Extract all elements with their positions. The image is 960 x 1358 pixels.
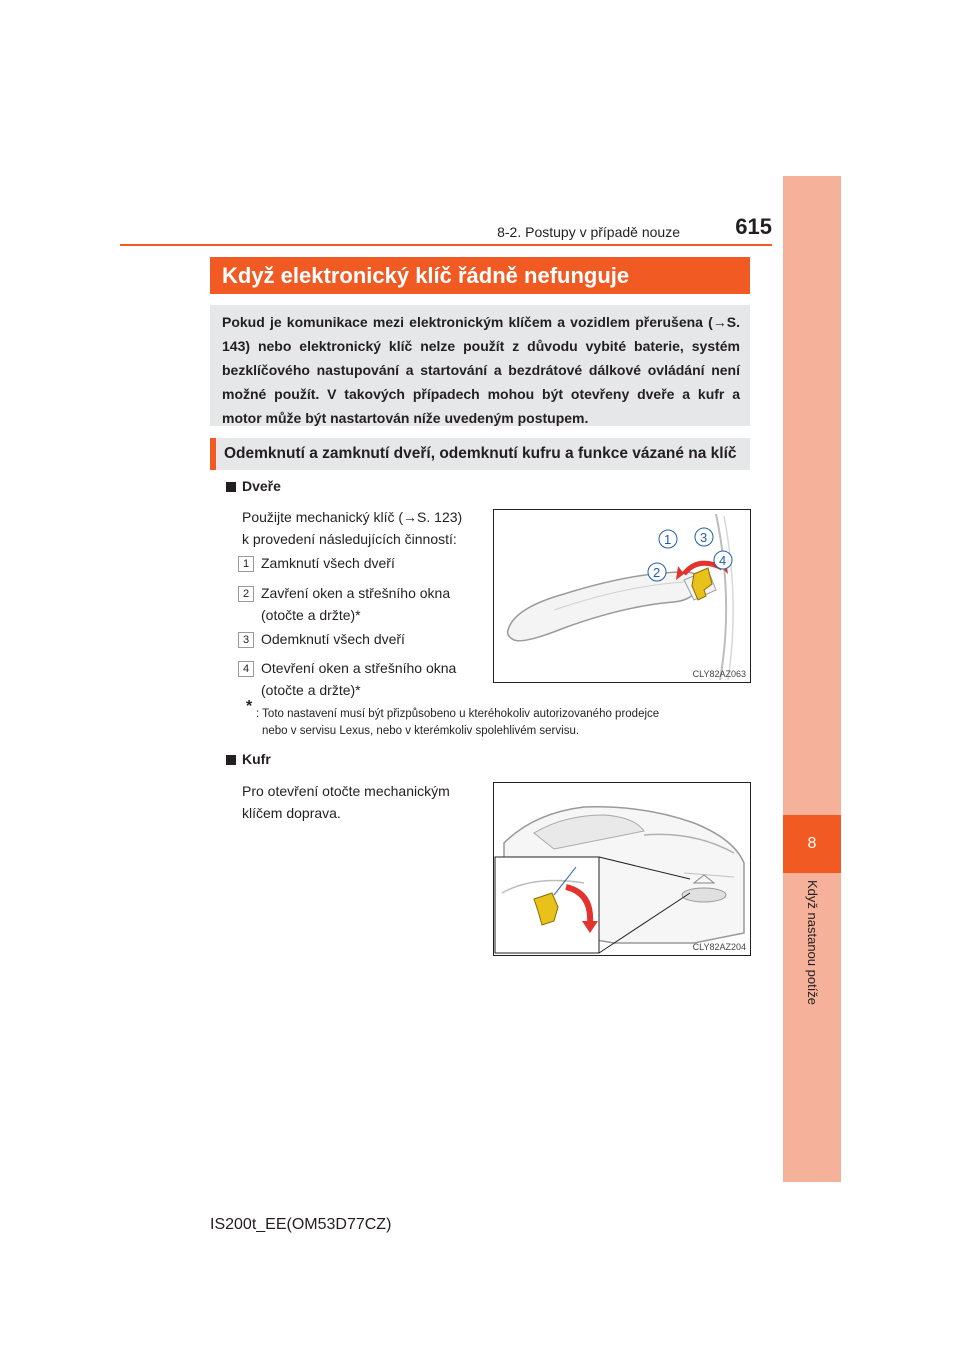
item-number-4: 4: [238, 661, 254, 677]
footnote-line-2: nebo v servisu Lexus, nebo v kterémkoliv spolehlivém servisu.: [262, 725, 580, 737]
footnote-mark: *: [246, 698, 253, 715]
doors-lead-2: k provedení následujících činností:: [242, 531, 457, 547]
door-handle-figure: [493, 509, 751, 683]
callout-4: 4: [719, 553, 727, 568]
item-4-text: Otevření oken a střešního okna: [261, 660, 457, 676]
bullet-square: [226, 755, 236, 765]
chapter-side-band: [783, 176, 841, 1182]
trunk-text-1: Pro otevření otočte mechanickým: [242, 783, 450, 799]
intro-text: Pokud je komunikace mezi elektronickým klíčem a vozidlem přerušena (→S. 143) nebo elektronický klíč nelze použít z důvodu vybité baterie, systém bezklíčového nastupování a startování a bezdrátové dálkové ovládání není možné použít. V takových případech mohou být otevřeny dveře a kufr a motor může být nastartován níže uvedeným postupem.: [222, 314, 740, 426]
item-number-2: 2: [238, 586, 254, 602]
item-3-text: Odemknutí všech dveří: [261, 631, 405, 647]
footnote-line-1: : Toto nastavení musí být přizpůsobeno u kteréhokoliv autorizovaného prodejce: [256, 708, 660, 720]
trunk-figure: [493, 782, 751, 956]
footer-code: IS200t_EE(OM53D77CZ): [210, 1216, 392, 1233]
header-rule: [120, 244, 772, 246]
subheading-accent: [210, 438, 216, 470]
trunk-illustration: [494, 783, 750, 955]
chapter-number: 8: [807, 835, 817, 852]
item-4-text-2: (otočte a držte)*: [261, 682, 361, 698]
item-number-3: 3: [238, 632, 254, 648]
doors-heading: Dveře: [242, 478, 281, 494]
item-2-text-2: (otočte a držte)*: [261, 607, 361, 623]
trunk-heading: Kufr: [242, 751, 271, 767]
item-1-text: Zamknutí všech dveří: [261, 555, 395, 571]
bullet-square: [226, 482, 236, 492]
subheading: Odemknutí a zamknutí dveří, odemknutí kufru a funkce vázané na klíč: [224, 445, 737, 462]
page-number: 615: [735, 214, 772, 239]
trunk-text-2: klíčem doprava.: [242, 805, 341, 821]
callout-1: 1: [664, 532, 672, 547]
callout-2: 2: [653, 565, 661, 580]
section-title: 8-2. Postupy v případě nouze: [497, 224, 680, 240]
figure-code: CLY82AZ063: [692, 669, 746, 679]
callout-3: 3: [700, 530, 708, 545]
item-number-1: 1: [238, 556, 254, 572]
page-title: Když elektronický klíč řádně nefunguje: [222, 263, 630, 288]
doors-lead-1: Použijte mechanický klíč (→S. 123): [242, 509, 463, 525]
door-handle-illustration: [494, 510, 750, 682]
item-2-text: Zavření oken a střešního okna: [261, 585, 451, 601]
chapter-title: Když nastanou potíže: [805, 880, 820, 1006]
figure-code: CLY82AZ204: [692, 942, 746, 952]
